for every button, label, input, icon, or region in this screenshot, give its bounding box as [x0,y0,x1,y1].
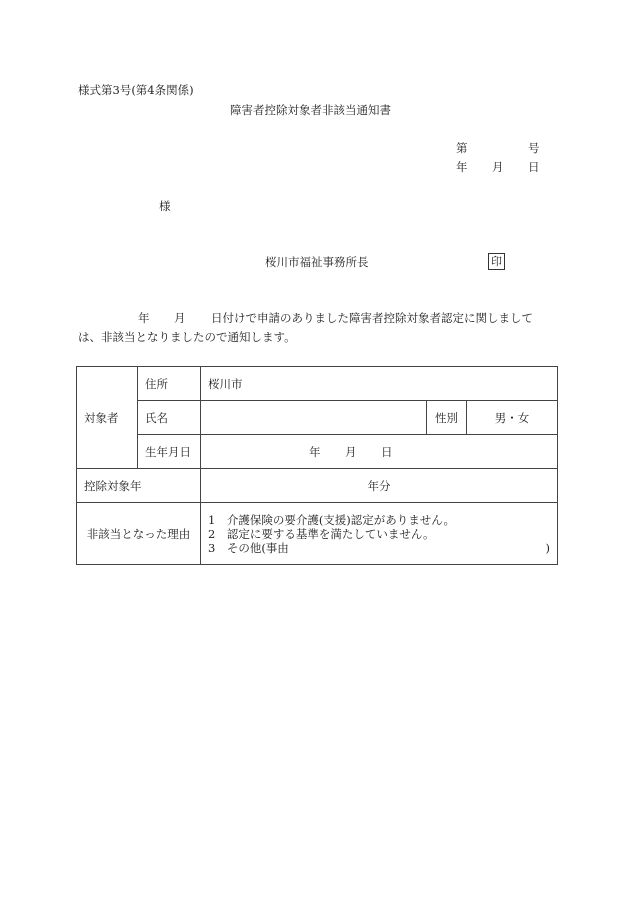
dob-year: 年 [309,445,321,459]
address-value: 桜川市 [201,367,558,401]
name-value [201,401,427,435]
dob-month: 月 [345,445,357,459]
doc-number-prefix: 第 [456,141,468,155]
subject-label: 対象者 [77,367,138,469]
address-row [77,367,558,401]
reason-label: 非該当となった理由 [77,503,201,565]
reason-3-close: ) [545,540,550,555]
dob-row [77,435,558,469]
deduction-year-row [77,469,558,503]
deduction-year-value: 年分 [201,469,558,503]
addressee-suffix: 様 [159,199,171,213]
document-title: 障害者控除対象者非該当通知書 [230,103,391,117]
reason-list [201,503,558,565]
dob-day: 日 [381,445,393,459]
seal-mark: 印 [488,253,505,270]
deduction-year-label: 控除対象年 [77,469,201,503]
dob-value [201,435,558,469]
date-day: 日 [528,160,540,174]
dob-label: 生年月日 [138,435,201,469]
reason-row [77,503,558,565]
body-line1-text: 日付けで申請のありました障害者控除対象者認定に関しまして [211,311,533,325]
body-year: 年 [138,311,150,325]
body-line2-text: は、非該当となりましたので通知します。 [78,330,296,344]
issuer-name: 桜川市福祉事務所長 [265,255,369,269]
applicant-table [76,366,558,565]
sex-label: 性別 [427,401,467,435]
address-label: 住所 [138,367,201,401]
reason-3-text: 3 その他(事由 [208,540,289,555]
name-label: 氏名 [138,401,201,435]
form-number: 様式第3号(第4条関係) [78,83,194,97]
reason-1: 1 介護保険の要介護(支援)認定がありません。 [208,512,455,527]
reason-3 [208,541,550,555]
name-row [77,401,558,435]
date-month: 月 [492,160,504,174]
reason-2: 2 認定に要する基準を満たしていません。 [208,526,435,541]
doc-number-suffix: 号 [528,141,540,155]
sex-value: 男・女 [467,401,558,435]
body-month: 月 [174,311,186,325]
date-year: 年 [456,160,468,174]
